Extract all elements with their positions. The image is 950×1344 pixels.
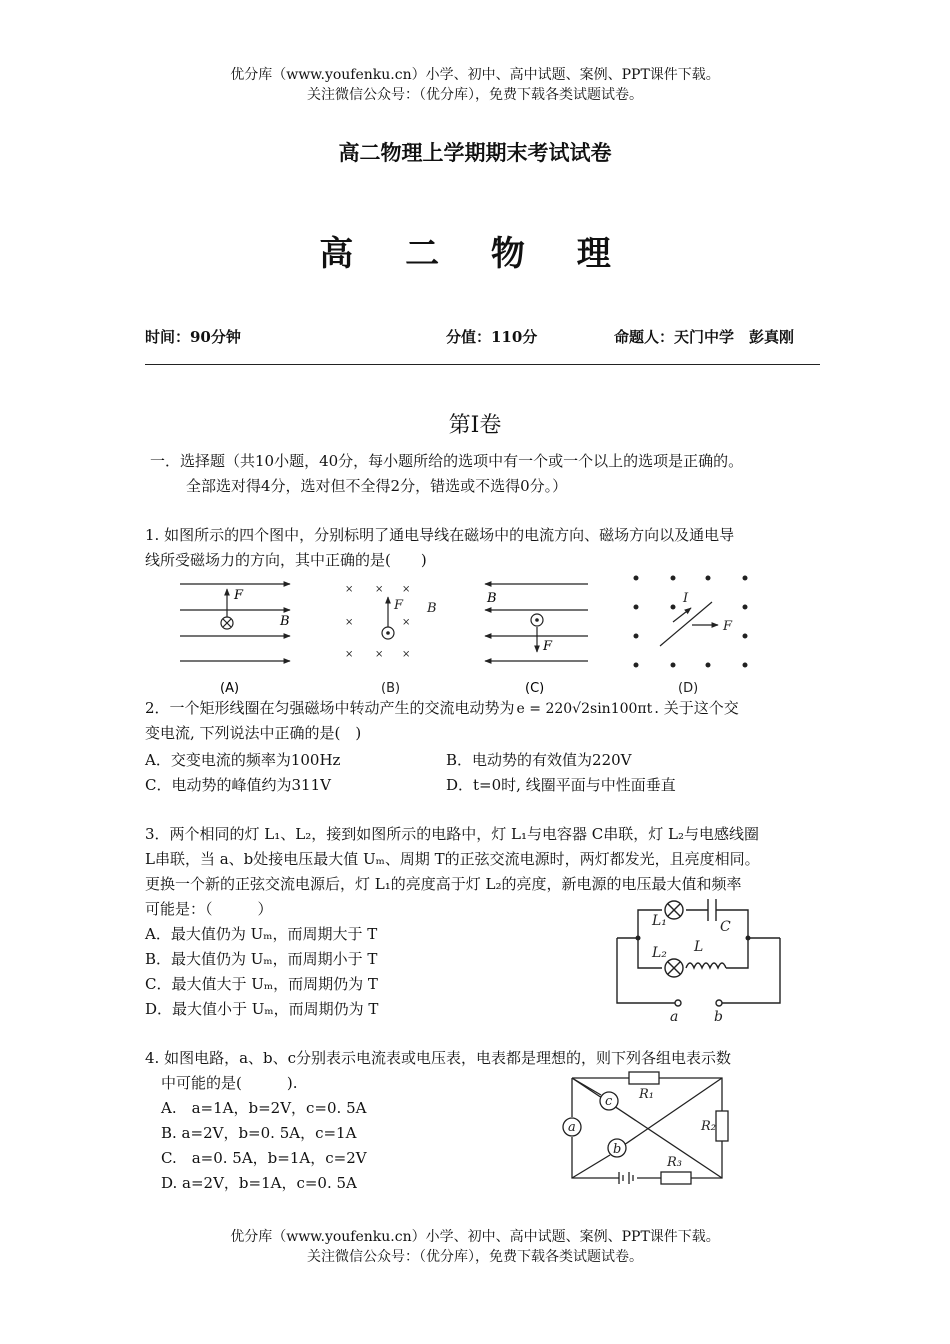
- q4-fig-R1: R₁: [639, 1087, 654, 1102]
- q3-option-b: B．最大值仍为 Uₘ，而周期小于 T: [145, 950, 378, 968]
- fig-a-force-label: F: [234, 588, 244, 603]
- section1-line-2: 全部选对得4分，选对但不全得2分，错选或不选得0分。）: [186, 477, 568, 495]
- fig-b-caption: (B): [381, 681, 401, 696]
- q4-fig-meter-b: b: [613, 1142, 622, 1157]
- header-line-2: 关注微信公众号：（优分库），免费下载各类试题试卷。: [307, 87, 643, 103]
- q2-option-d: D．t=0时, 线圈平面与中性面垂直: [446, 776, 676, 794]
- q3-fig-L2: L₂: [652, 945, 667, 961]
- q4-option-d: D. a=2V，b=1A，c=0. 5A: [161, 1174, 357, 1192]
- q4-fig-meter-a: a: [568, 1120, 576, 1135]
- header-line-1: 优分库（www.youfenku.cn）小学、初中、高中试题、案例、PPT课件下载。: [230, 67, 720, 83]
- q3-line-1: 3．两个相同的灯 L₁、L₂，接到如图所示的电路中，灯 L₁与电容器 C串联，灯 L₂与电感线圈: [145, 825, 759, 843]
- q4-line-1: 4. 如图电路，a、b、c分别表示电流表或电压表，电表都是理想的，则下列各组电表示数: [145, 1049, 732, 1067]
- svg-text:×: ×: [375, 584, 384, 595]
- q3-fig-a: a: [670, 1009, 679, 1025]
- svg-text:×: ×: [375, 649, 384, 660]
- q3-fig-L1: L₁: [652, 913, 667, 929]
- svg-text:×: ×: [345, 649, 354, 660]
- exam-subtitle: 高二物理上学期期末考试试卷: [338, 141, 612, 165]
- svg-text:×: ×: [402, 584, 411, 595]
- q3-line-2: L串联，当 a、b处接电压最大值 Uₘ、周期 T的正弦交流电源时，两灯都发光，且亮度相同。: [145, 850, 760, 868]
- q1-line-2: 线所受磁场力的方向，其中正确的是( ): [145, 551, 427, 569]
- fig-a-field-label: B: [280, 614, 290, 629]
- q2-formula: e = 220√2sin100πt: [516, 701, 653, 717]
- figure-b: [345, 584, 437, 696]
- figure-d: [634, 576, 748, 697]
- fig-d-force-label: F: [723, 619, 733, 634]
- header-divider: [145, 364, 820, 365]
- fig-b-field-label: B: [427, 601, 437, 616]
- figure-c: [485, 584, 588, 696]
- fig-d-current-label: I: [683, 591, 689, 606]
- fig-c-field-label: B: [487, 591, 497, 606]
- svg-text:×: ×: [345, 584, 354, 595]
- q2-line-1-post: . 关于这个交: [654, 699, 739, 717]
- q4-fig-R2: R₂: [701, 1119, 716, 1134]
- q3-option-d: D．最大值小于 Uₘ，而周期仍为 T: [145, 1000, 379, 1018]
- q3-option-a: A．最大值仍为 Uₘ，而周期大于 T: [145, 925, 378, 943]
- q3-line-4: 可能是：（ ）: [145, 900, 273, 918]
- q2-option-a: A．交变电流的频率为100Hz: [145, 751, 341, 769]
- fig-d-caption: (D): [678, 681, 699, 696]
- q3-option-c: C．最大值大于 Uₘ，而周期仍为 T: [145, 975, 378, 993]
- q3-line-3: 更换一个新的正弦交流电源后，灯 L₁的亮度高于灯 L₂的亮度，新电源的电压最大值和频率: [145, 875, 742, 893]
- footer-line-1: 优分库（www.youfenku.cn）小学、初中、高中试题、案例、PPT课件下载。: [230, 1229, 720, 1245]
- q1-figures: [165, 572, 765, 697]
- exam-time: 时间：90分钟: [145, 328, 241, 346]
- exam-score: 分值：110分: [446, 328, 538, 346]
- q4-fig-meter-c: c: [605, 1094, 613, 1109]
- svg-text:×: ×: [402, 649, 411, 660]
- q4-option-a: A. a=1A，b=2V，c=0. 5A: [161, 1099, 367, 1117]
- q1-line-1: 1. 如图所示的四个图中，分别标明了通电导线在磁场中的电流方向、磁场方向以及通电导: [145, 526, 735, 544]
- q4-line-2: 中可能的是( ).: [161, 1074, 298, 1092]
- q4-fig-R3: R₃: [667, 1155, 682, 1170]
- svg-text:×: ×: [402, 617, 411, 628]
- exam-author: 命题人：天门中学 彭真刚: [614, 328, 795, 346]
- q2-line-1-pre: 2．一个矩形线圈在匀强磁场中转动产生的交流电动势为: [145, 699, 515, 717]
- fig-c-force-label: F: [543, 639, 553, 654]
- section1-line-1: 一．选择题（共10小题，40分，每小题所给的选项中有一个或一个以上的选项是正确的。: [150, 452, 744, 470]
- volume-title: 第Ⅰ卷: [448, 413, 502, 438]
- q3-circuit: [610, 895, 790, 1025]
- svg-text:×: ×: [345, 617, 354, 628]
- fig-b-force-label: F: [394, 598, 404, 613]
- q4-option-c: C. a=0. 5A，b=1A，c=2V: [161, 1149, 367, 1167]
- q3-fig-C: C: [720, 919, 731, 935]
- q2-option-c: C．电动势的峰值约为311V: [145, 776, 331, 794]
- fig-a-caption: (A): [220, 681, 240, 696]
- q2-line-2: 变电流, 下列说法中正确的是( ): [145, 724, 362, 742]
- figure-a: [180, 584, 290, 696]
- fig-c-caption: (C): [525, 681, 545, 696]
- exam-title: 高 二 物 理: [319, 234, 631, 274]
- q3-fig-L: L: [694, 939, 704, 955]
- q4-circuit: [555, 1068, 745, 1198]
- q2-line-1: [145, 696, 739, 722]
- footer-line-2: 关注微信公众号：（优分库），免费下载各类试题试卷。: [307, 1249, 643, 1265]
- q4-option-b: B. a=2V，b=0. 5A，c=1A: [161, 1124, 357, 1142]
- q3-fig-b: b: [714, 1009, 723, 1025]
- q2-option-b: B．电动势的有效值为220V: [446, 751, 632, 769]
